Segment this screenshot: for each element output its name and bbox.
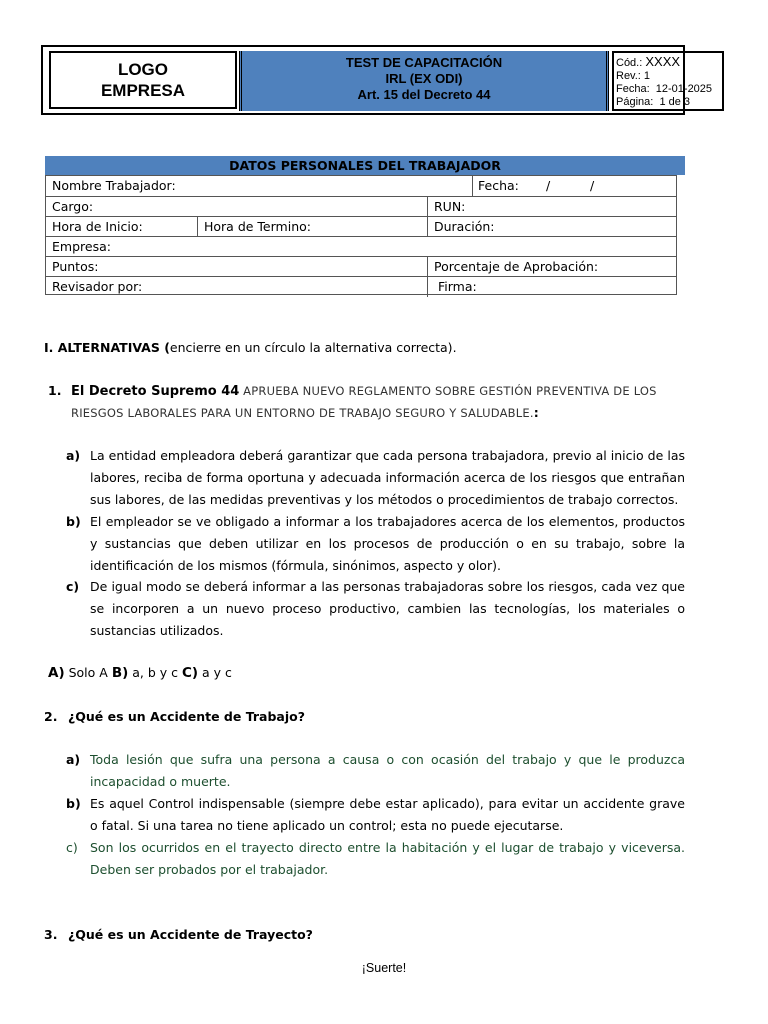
table-row [46, 276, 676, 296]
position-field[interactable]: Cargo: [52, 199, 94, 214]
title-line-3: Art. 15 del Decreto 44 [357, 87, 491, 102]
table-row [46, 196, 676, 216]
worker-name-field[interactable]: Nombre Trabajador: [52, 178, 176, 193]
date-label: Fecha: [616, 83, 650, 95]
code-value: XXXX [645, 54, 681, 69]
end-time-field[interactable]: Hora de Termino: [204, 219, 311, 234]
q1-option-c-letter: c) [66, 579, 80, 594]
q2-prompt: ¿Qué es un Accidente de Trabajo? [68, 709, 305, 724]
document-meta-box [612, 51, 724, 111]
q2-option-c[interactable]: Son los ocurridos en el trayecto directo entre la habitación y el lugar de trabajo y viceversa. Deben ser probados por el trabajador. [90, 840, 685, 877]
q2-option-c-letter: c) [66, 840, 78, 855]
title-line-2: IRL (EX ODI) [385, 71, 463, 86]
reviewer-field[interactable]: Revisador por: [52, 279, 143, 294]
document-title-box [239, 51, 609, 111]
answer-b-label[interactable]: B) [111, 665, 129, 681]
duration-field[interactable]: Duración: [434, 219, 495, 234]
answer-c-label[interactable]: C) [182, 665, 199, 681]
document-header [41, 45, 713, 115]
company-logo-box [49, 51, 237, 109]
page-label: Página: [616, 96, 654, 108]
approval-field[interactable]: Porcentaje de Aprobación: [434, 259, 599, 274]
answer-a-text[interactable]: Solo A [64, 665, 112, 680]
q2-number: 2. [44, 709, 58, 724]
q1-prompt-line2 [71, 402, 539, 424]
q2-option-b-letter: b) [66, 796, 81, 811]
q1-option-c[interactable]: De igual modo se deberá informar a las personas trabajadoras sobre los riesgos, cada vez que se incorporen a un nuevo proceso productivo, cambien las tecnologías, los materiales o sustancias utilizados. [90, 579, 685, 638]
points-field[interactable]: Puntos: [52, 259, 99, 274]
personal-data-title: DATOS PERSONALES DEL TRABAJADOR [45, 156, 685, 175]
run-field[interactable]: RUN: [434, 199, 466, 214]
table-row [46, 256, 676, 276]
q2-option-b[interactable]: Es aquel Control indispensable (siempre debe estar aplicado), para evitar un accidente grave o fatal. Si una tarea no tiene aplicado un control; esta no puede ejecutarse. [90, 796, 685, 833]
q2-option-a[interactable]: Toda lesión que sufra una persona a causa o con ocasión del trabajo y que le produzca incapacidad o muerte. [90, 752, 685, 789]
logo-line-2: EMPRESA [100, 81, 186, 100]
answer-a-label[interactable]: A) [48, 665, 65, 681]
date-field[interactable] [472, 176, 768, 196]
footer-good-luck: ¡Suerte! [361, 961, 407, 975]
company-field[interactable]: Empresa: [52, 239, 111, 254]
section-heading-rest: encierre en un círculo la alternativa correcta). [169, 340, 457, 355]
q1-option-b-letter: b) [66, 514, 81, 529]
date-slashes: / / [546, 178, 595, 193]
q1-colon: : [533, 405, 539, 420]
q1-option-b[interactable]: El empleador se ve obligado a informar a los trabajadores acerca de los elementos, productos y sustancias que deben utilizar en los procesos de producción o en su trabajo, sobre la identificación de los mismos (fórmula, sinónimos, aspecto y olor). [90, 514, 685, 573]
rev-value: 1 [643, 70, 651, 82]
q2-option-a-letter: a) [66, 752, 81, 767]
start-time-field[interactable]: Hora de Inicio: [52, 219, 143, 234]
divider [427, 277, 428, 297]
code-label: Cód.: [616, 57, 643, 69]
q1-number: 1. [48, 383, 62, 398]
q1-prompt [71, 380, 685, 403]
date-field-label: Fecha: [478, 178, 519, 193]
page-value: 1 de 3 [659, 96, 691, 108]
answer-c-text[interactable]: a y c [198, 665, 232, 680]
q1-bold: El Decreto Supremo 44 [71, 384, 240, 399]
section-heading [44, 337, 457, 359]
section-heading-bold: I. ALTERNATIVAS ( [44, 340, 170, 355]
table-row [46, 216, 676, 236]
signature-field[interactable]: Firma: [438, 279, 477, 294]
q1-caps-line1: APRUEBA NUEVO REGLAMENTO SOBRE GESTIÓN PREVENTIVA DE LOS [239, 384, 657, 398]
table-row [46, 236, 676, 256]
q1-caps-line2: RIESGOS LABORALES PARA UN ENTORNO DE TRABAJO SEGURO Y SALUDABLE. [71, 406, 534, 420]
logo-line-1: LOGO [117, 60, 169, 79]
q1-option-a[interactable]: La entidad empleadora deberá garantizar que cada persona trabajadora, previo al inicio de las labores, reciba de forma oportuna y adecuada información acerca de los riesgos que entrañan sus labores, de las medidas preventivas y los métodos o procedimientos de trabajo correctos. [90, 448, 685, 507]
q3-number: 3. [44, 927, 58, 942]
answer-b-text[interactable]: a, b y c [128, 665, 182, 680]
q1-option-a-letter: a) [66, 448, 81, 463]
personal-data-table [45, 175, 677, 295]
q3-prompt: ¿Qué es un Accidente de Trayecto? [68, 927, 313, 942]
rev-label: Rev.: [616, 70, 641, 82]
title-line-1: TEST DE CAPACITACIÓN [345, 55, 503, 70]
table-row [46, 176, 676, 196]
q1-answer-choices [48, 662, 232, 684]
date-value: 12-01-2025 [655, 83, 713, 95]
